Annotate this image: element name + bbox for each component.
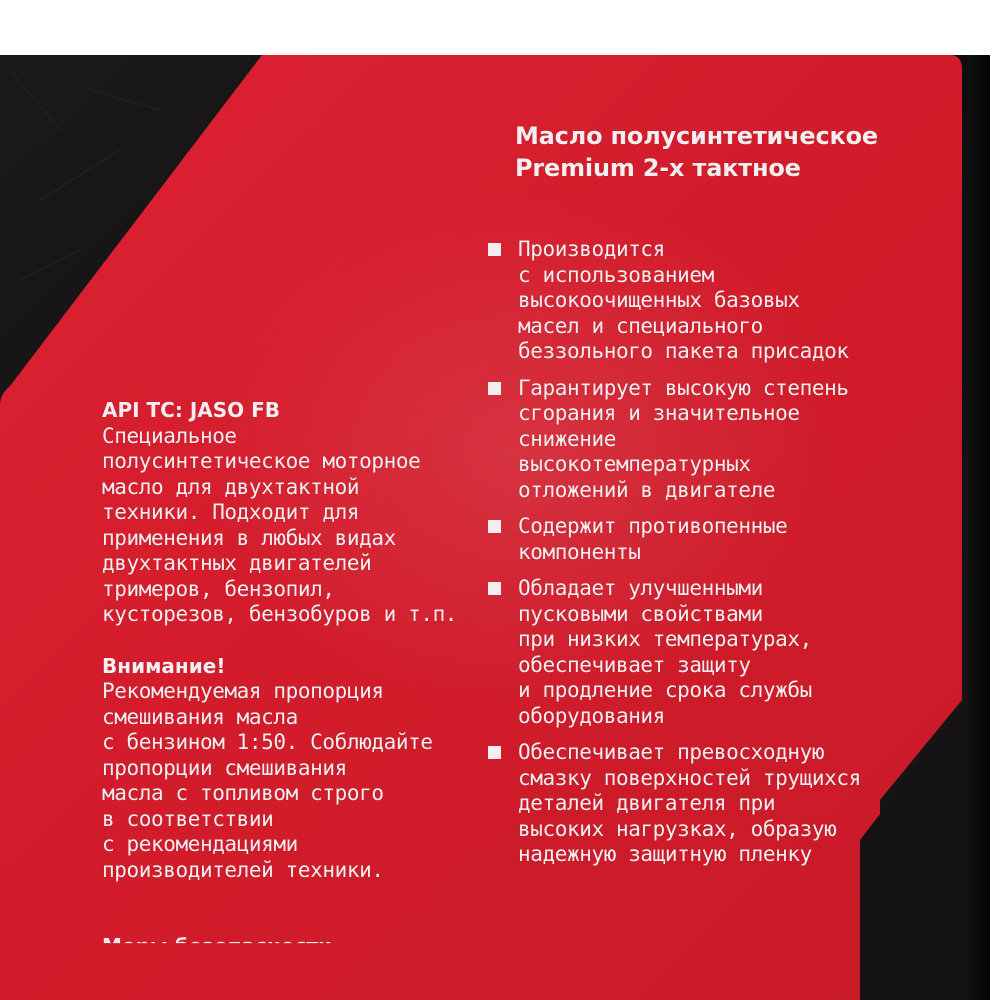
warning-line: Рекомендуемая пропорция [102,679,384,703]
square-bullet-icon [488,746,501,759]
feature-line: компоненты [518,539,641,564]
description-line: Специальное [102,423,237,448]
product-title [515,120,955,184]
warning-line: масла с топливом строго [102,781,384,805]
feature-line: Производится [518,237,665,261]
feature-line: пусковыми свойствами [518,601,763,626]
product-title-line: Масло полусинтетическое [515,122,878,150]
feature-list [488,237,938,879]
square-bullet-icon [488,243,501,256]
feature-item [488,237,938,365]
feature-line: масел и специального [518,313,763,338]
feature-line: и продление срока службы [518,678,812,702]
warning-line: с рекомендациями [102,832,298,856]
warning-line: в соответствии [102,806,274,831]
feature-line: обеспечивает защиту [518,652,751,677]
square-bullet-icon [488,520,501,533]
feature-line: беззольного пакета присадок [518,339,849,363]
description-line: масло для двухтактной [102,474,360,499]
warning-line: с бензином 1:50. Соблюдайте [102,730,433,754]
feature-line: оборудования [518,703,665,728]
feature-item [488,740,938,868]
feature-item [488,576,938,729]
feature-line: сгорания и значительное [518,401,800,425]
feature-line: надежную защитную пленку [518,842,812,866]
feature-line: Обладает улучшенными [518,576,763,600]
feature-line: деталей двигателя при [518,791,776,815]
spacer [102,628,482,654]
feature-line: снижение [518,426,616,451]
description-line: кусторезов, бензобуров и т.п. [102,602,458,626]
spec-heading: API TC: JASO FB [102,398,281,422]
description-line: двухтактных двигателей [102,551,372,575]
bottle-edge [968,55,990,1000]
feature-line: высокоочищенных базовых [518,288,800,312]
warning-line: смешивания масла [102,704,298,729]
square-bullet-icon [488,382,501,395]
feature-line: Обеспечивает превосходную [518,740,825,764]
feature-line: высокотемпературных [518,452,751,476]
feature-line: при низких температурах, [518,627,812,651]
description-line: полусинтетическое моторное [102,449,421,473]
product-title-line: Premium 2-х тактное [515,154,801,182]
description-column [102,398,482,883]
feature-line: отложений в двигателе [518,477,776,502]
feature-line: с использованием [518,262,714,287]
description-line: применения в любых видах [102,525,396,550]
feature-line: высоких нагрузках, образую [518,816,837,841]
square-bullet-icon [488,582,501,595]
feature-line: Содержит противопенные [518,514,788,538]
description-line: тримеров, бензопил, [102,576,335,601]
feature-item [488,514,938,565]
warning-heading: Внимание! [102,653,226,678]
feature-item [488,376,938,504]
warning-line: производителей техники. [102,857,384,882]
description-line: техники. Подходит для [102,500,360,524]
feature-line: Гарантирует высокую степень [518,375,849,400]
feature-line: смазку поверхностей трущихся [518,765,861,790]
warning-line: пропорции смешивания [102,755,347,780]
